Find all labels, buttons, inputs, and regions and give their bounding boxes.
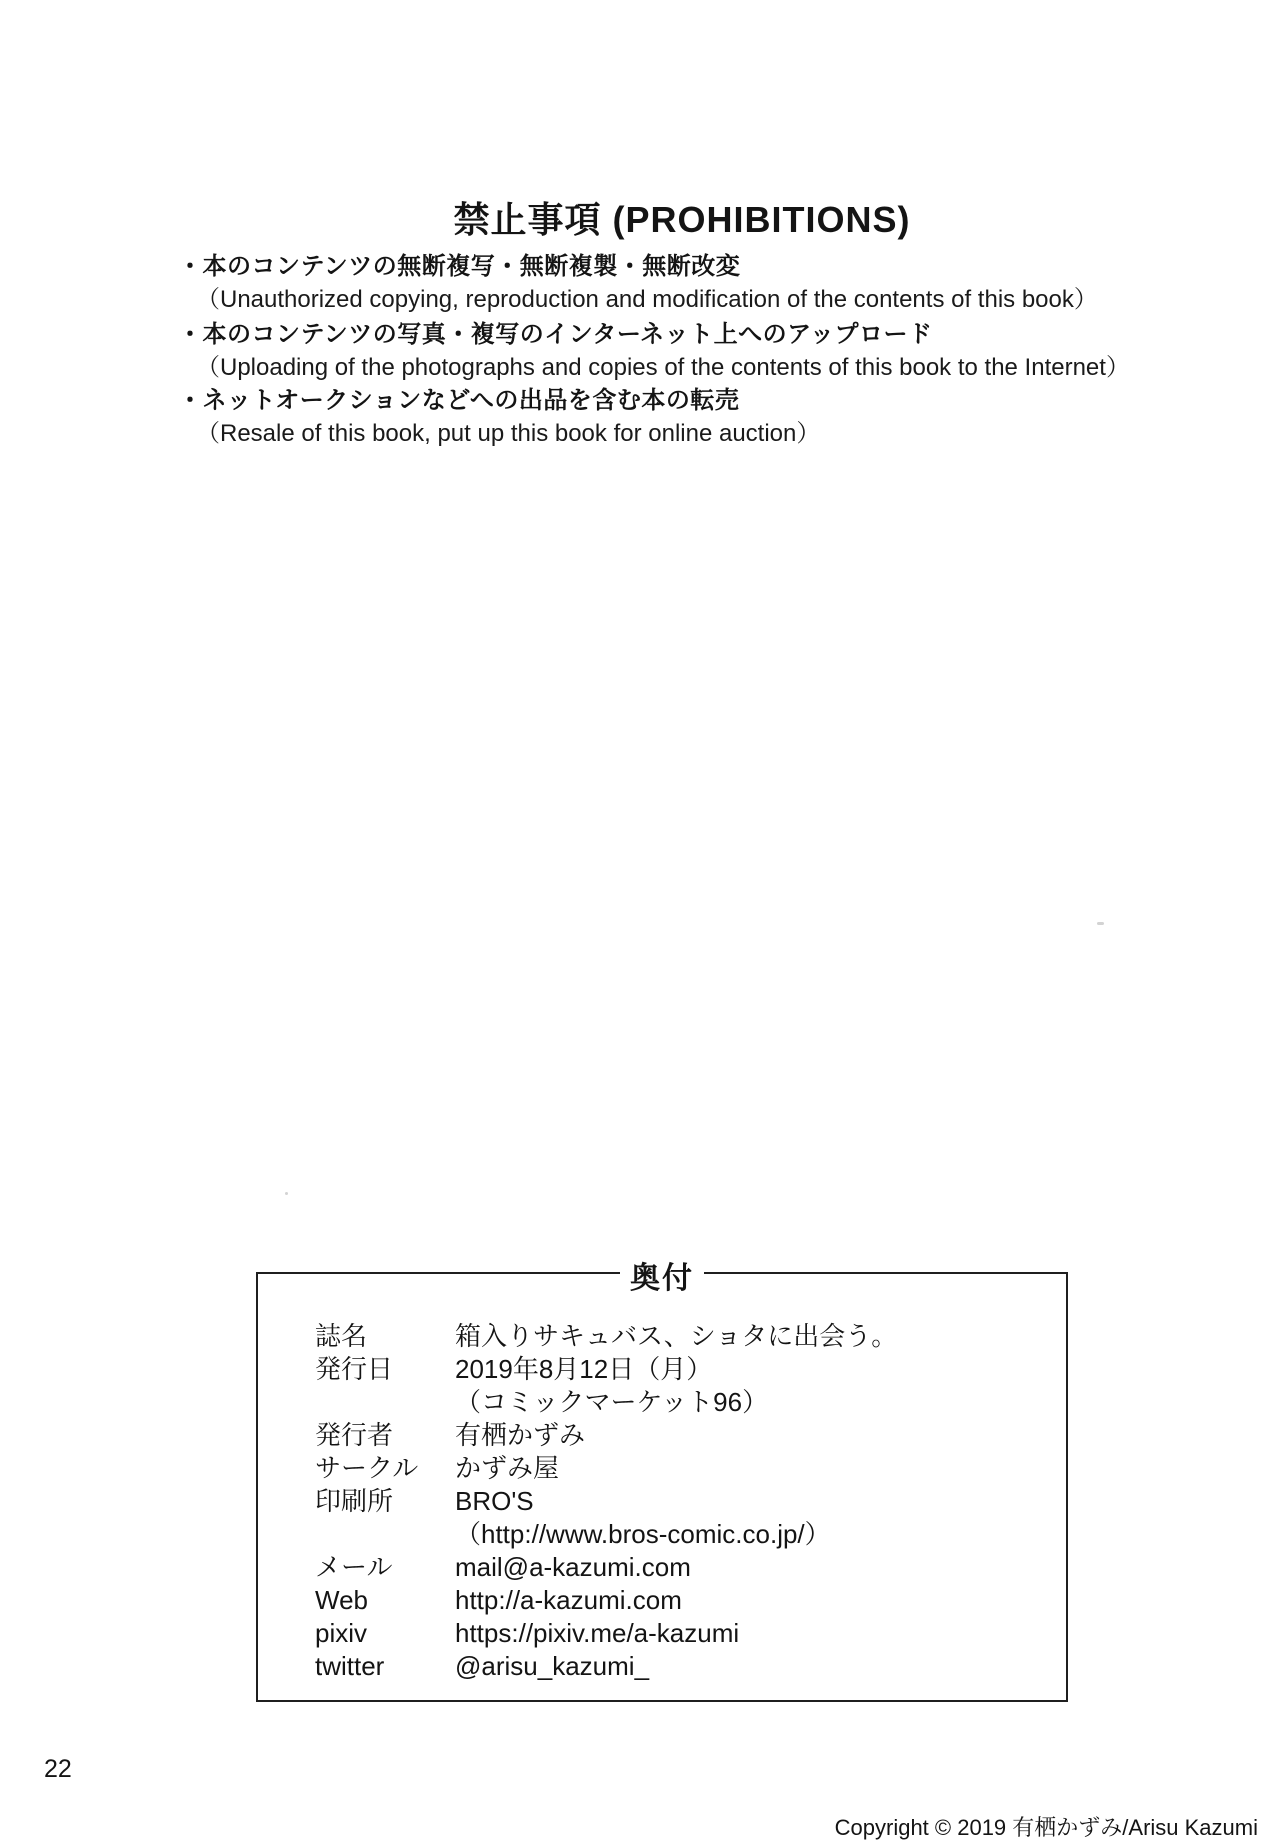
colophon-row-label: 発行者	[315, 1420, 394, 1450]
colophon-row	[315, 1617, 1056, 1650]
colophon-row	[315, 1518, 1056, 1551]
copyright-text: Copyright © 2019 有栖かずみ/Arisu Kazumi	[834, 1815, 1258, 1840]
colophon-row	[315, 1419, 1056, 1452]
colophon-row-value: http://a-kazumi.com	[455, 1585, 682, 1615]
prohibition-item-en: （Uploading of the photographs and copies of the contents of this book to the Internet）	[196, 354, 1130, 381]
colophon-row-value: @arisu_kazumi_	[455, 1651, 650, 1681]
colophon-row-label: サークル	[315, 1453, 419, 1483]
colophon-title: 奥付	[620, 1253, 704, 1297]
colophon-row-value: （http://www.bros-comic.co.jp/）	[455, 1519, 831, 1549]
colophon-row	[315, 1320, 1056, 1353]
colophon-box	[256, 1262, 1068, 1702]
colophon-rows	[315, 1320, 1056, 1683]
colophon-row	[315, 1485, 1056, 1518]
colophon-row-value: BRO'S	[455, 1486, 534, 1516]
colophon-row-value: （コミックマーケット96）	[455, 1387, 769, 1417]
colophon-row-label: pixiv	[315, 1618, 368, 1648]
colophon-row	[315, 1353, 1056, 1386]
colophon-row-label: メール	[315, 1552, 393, 1582]
colophon-row-value: 2019年8月12日（月）	[455, 1354, 713, 1384]
colophon-row	[315, 1452, 1056, 1485]
prohibition-item-jp: ・本のコンテンツの写真・複写のインターネット上へのアップロード	[178, 321, 933, 348]
colophon-row-label: 誌名	[315, 1321, 368, 1351]
colophon-row-label: 印刷所	[315, 1486, 394, 1516]
colophon-row-value: mail@a-kazumi.com	[455, 1552, 691, 1582]
colophon-row-label: 発行日	[315, 1354, 394, 1384]
colophon-row-label: twitter	[315, 1651, 385, 1681]
colophon-row-value: https://pixiv.me/a-kazumi	[455, 1618, 740, 1648]
colophon-row-value: 箱入りサキュバス、ショタに出会う。	[455, 1321, 898, 1351]
colophon-row-value: 有栖かずみ	[455, 1420, 586, 1450]
prohibition-item	[178, 318, 1130, 384]
prohibition-item	[178, 384, 820, 450]
prohibition-item-jp: ・本のコンテンツの無断複写・無断複製・無断改変	[178, 253, 741, 280]
colophon-row-label	[315, 1518, 455, 1551]
prohibition-item-jp: ・ネットオークションなどへの出品を含む本の転売	[178, 387, 740, 414]
colophon-row	[315, 1584, 1056, 1617]
prohibitions-title: 禁止事項 (PROHIBITIONS)	[453, 199, 911, 240]
scan-artifact	[285, 1192, 288, 1195]
page-number: 22	[44, 1755, 72, 1783]
colophon-row-label	[315, 1386, 455, 1419]
colophon-row-value: かずみ屋	[455, 1453, 560, 1483]
prohibition-item-en: （Resale of this book, put up this book for online auction）	[196, 420, 821, 447]
colophon-row-label: Web	[315, 1585, 368, 1615]
colophon-row	[315, 1650, 1056, 1683]
prohibition-item-en: （Unauthorized copying, reproduction and modification of the contents of this book）	[196, 286, 1098, 313]
colophon-row	[315, 1551, 1056, 1584]
prohibition-item	[178, 250, 1098, 316]
scan-artifact	[1097, 922, 1104, 925]
colophon-row	[315, 1386, 1056, 1419]
